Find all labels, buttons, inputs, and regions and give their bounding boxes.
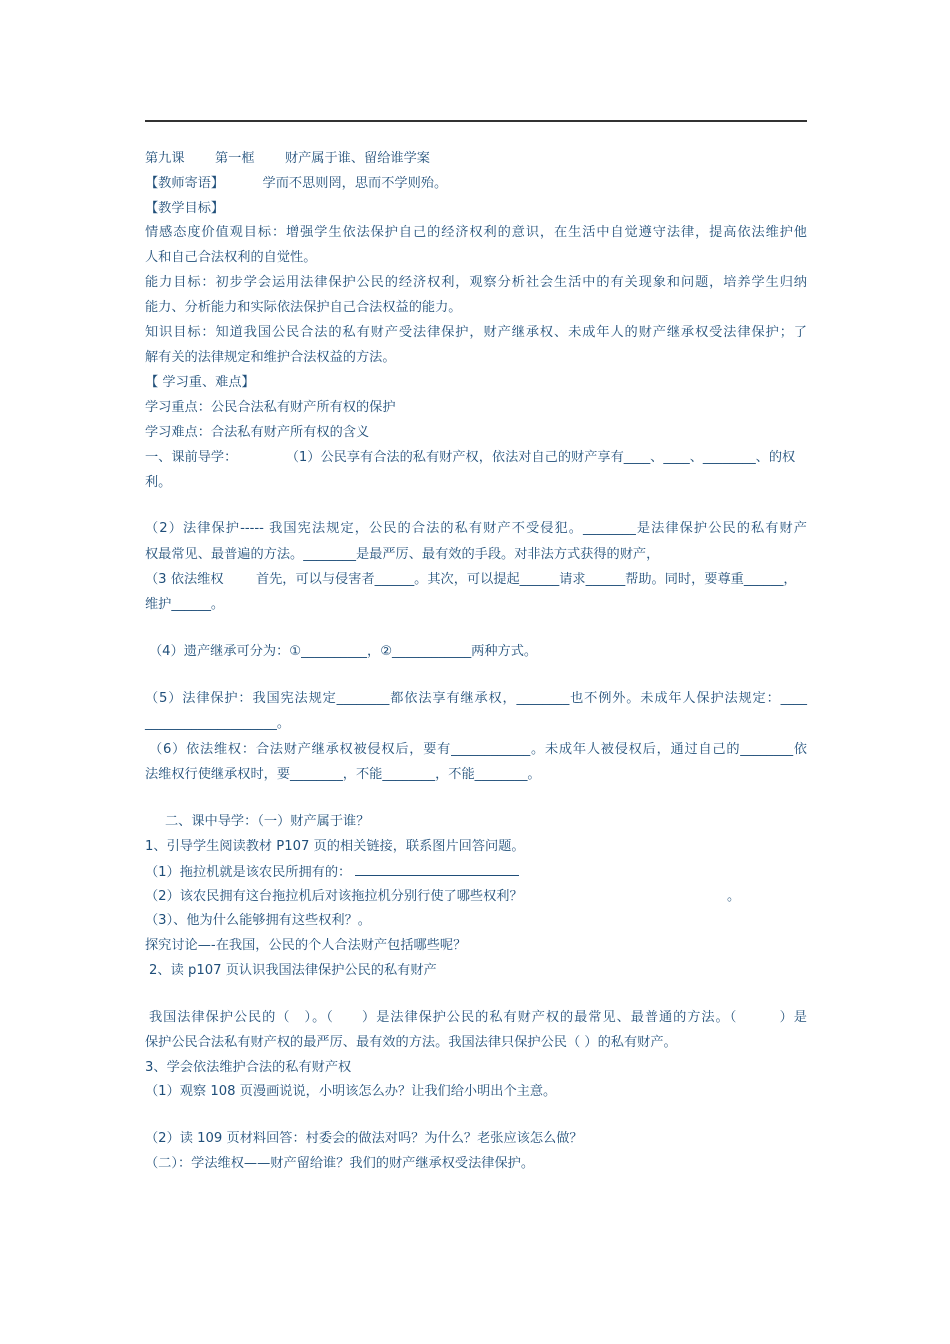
in-class-part2: （二）：学法维权——财产留给谁？我们的财产继承权受法律保护。 bbox=[145, 1156, 535, 1171]
pre-study-q6-line2: 法维权行使继承权时，要________，不能________，不能________。 bbox=[145, 767, 541, 782]
goal-knowledge-line2: 解有关的法律规定和维护合法权益的方法。 bbox=[145, 350, 396, 365]
goals-label: 【教学目标】 bbox=[145, 201, 225, 216]
pre-study-q3-label: （3 依法维权 bbox=[145, 572, 224, 587]
in-class-item3-q1: （1）观察 108 页漫画说说，小明该怎么办？让我们给小明出个主意。 bbox=[145, 1084, 557, 1099]
answer-blank bbox=[355, 863, 519, 876]
in-class-discussion: 探究讨论—-在我国，公民的个人合法财产包括哪些呢？ bbox=[145, 938, 467, 953]
teacher-words-label: 【教师寄语】 bbox=[145, 176, 225, 191]
in-class-item1-q3: （3）、他为什么能够拥有这些权利？。 bbox=[145, 913, 371, 928]
pre-study-q1-text: （1）公民享有合法的私有财产权，依法对自己的财产享有____、____、________、的权 bbox=[285, 450, 796, 465]
lesson-topic: 财产属于谁、留给谁学案 bbox=[284, 151, 430, 166]
pre-study-q4: （4）遗产继承可分为：①__________，②____________两种方式。 bbox=[149, 644, 538, 659]
pre-study-q2-line1: （2）法律保护----- 我国宪法规定，公民的合法的私有财产不受侵犯。________是法律保护公民的私有财产 bbox=[145, 521, 807, 536]
lesson-number: 第九课 bbox=[145, 151, 185, 166]
item1-q2-text: （2）该农民拥有这台拖拉机后对该拖拉机分别行使了哪些权利？ bbox=[145, 889, 523, 904]
item1-q2-end: 。 bbox=[727, 889, 741, 904]
pre-study-q5-line2: ____________________。 bbox=[145, 716, 291, 731]
goal-attitude-line2: 人和自己合法权利的自觉性。 bbox=[145, 250, 317, 265]
document-page bbox=[145, 0, 807, 1344]
pre-study-q3-text: 首先，可以与侵害者______。其次，可以提起______请求______帮助。同时，要尊重______， bbox=[255, 572, 797, 587]
pre-study-q1-line1 bbox=[145, 449, 807, 467]
header-rule bbox=[145, 120, 807, 122]
pre-study-q2-line2: 权最常见、最普遍的方法。________是最严厉、最有效的手段。对非法方式获得的财产， bbox=[145, 547, 660, 562]
pre-study-q3-line2: 维护______。 bbox=[145, 597, 225, 612]
in-class-heading: 二、课中导学：（一）财产属于谁？ bbox=[165, 814, 370, 829]
key-points-label: 【 学习重、难点】 bbox=[145, 375, 255, 390]
teacher-words-text: 学而不思则罔，思而不学则殆。 bbox=[262, 176, 448, 191]
pre-study-q3-line1 bbox=[145, 571, 807, 589]
in-class-item3-q2: （2）读 109 页材料回答：村委会的做法对吗？为什么？老张应该怎么做？ bbox=[145, 1131, 583, 1146]
in-class-item1-q1 bbox=[145, 863, 807, 882]
pre-study-heading: 一、课前导学： bbox=[145, 450, 238, 465]
goal-attitude-line1: 情感态度价值观目标：增强学生依法保护自己的经济权利的意识，在生活中自觉遵守法律，提高依法维护他 bbox=[145, 225, 807, 240]
in-class-item2-fill-line1: 我国法律保护公民的（ ）。（ ）是法律保护公民的私有财产权的最常见、最普通的方法。（ ）是 bbox=[149, 1010, 807, 1025]
lesson-title bbox=[145, 150, 807, 168]
goal-ability-line1: 能力目标：初步学会运用法律保护公民的经济权利，观察分析社会生活中的有关现象和问题，培养学生归纳 bbox=[145, 275, 807, 290]
key-point-difficulty: 学习难点：合法私有财产所有权的含义 bbox=[145, 425, 370, 440]
in-class-item2-fill-line2: 保护公民合法私有财产权的最严厉、最有效的方法。我国法律只保护公民（ ）的私有财产。 bbox=[145, 1035, 677, 1050]
pre-study-q1-line2: 利。 bbox=[145, 475, 172, 490]
item1-q1-text: （1）拖拉机就是该农民所拥有的： bbox=[145, 865, 352, 880]
pre-study-q6-line1: （6）依法维权：合法财产继承权被侵权后，要有____________。未成年人被侵权后，通过自己的________依 bbox=[149, 742, 807, 757]
in-class-item3: 3、学会依法维护合法的私有财产权 bbox=[145, 1060, 352, 1075]
key-point-focus: 学习重点：公民合法私有财产所有权的保护 bbox=[145, 400, 396, 415]
pre-study-q5-line1: （5）法律保护：我国宪法规定________都依法享有继承权，________也不例外。未成年人保护法规定：____ bbox=[145, 691, 807, 706]
lesson-frame: 第一框 bbox=[214, 151, 255, 166]
in-class-item1: 1、引导学生阅读教材 P107 页的相关链接，联系图片回答问题。 bbox=[145, 839, 525, 854]
goal-knowledge-line1: 知识目标：知道我国公民合法的私有财产受法律保护，财产继承权、未成年人的财产继承权受法律保护；了 bbox=[145, 325, 807, 340]
in-class-item2: 2、读 p107 页认识我国法律保护公民的私有财产 bbox=[149, 963, 437, 978]
in-class-item1-q2 bbox=[145, 888, 807, 906]
goal-ability-line2: 能力、分析能力和实际依法保护自己合法权益的能力。 bbox=[145, 300, 462, 315]
teacher-words bbox=[145, 175, 807, 193]
